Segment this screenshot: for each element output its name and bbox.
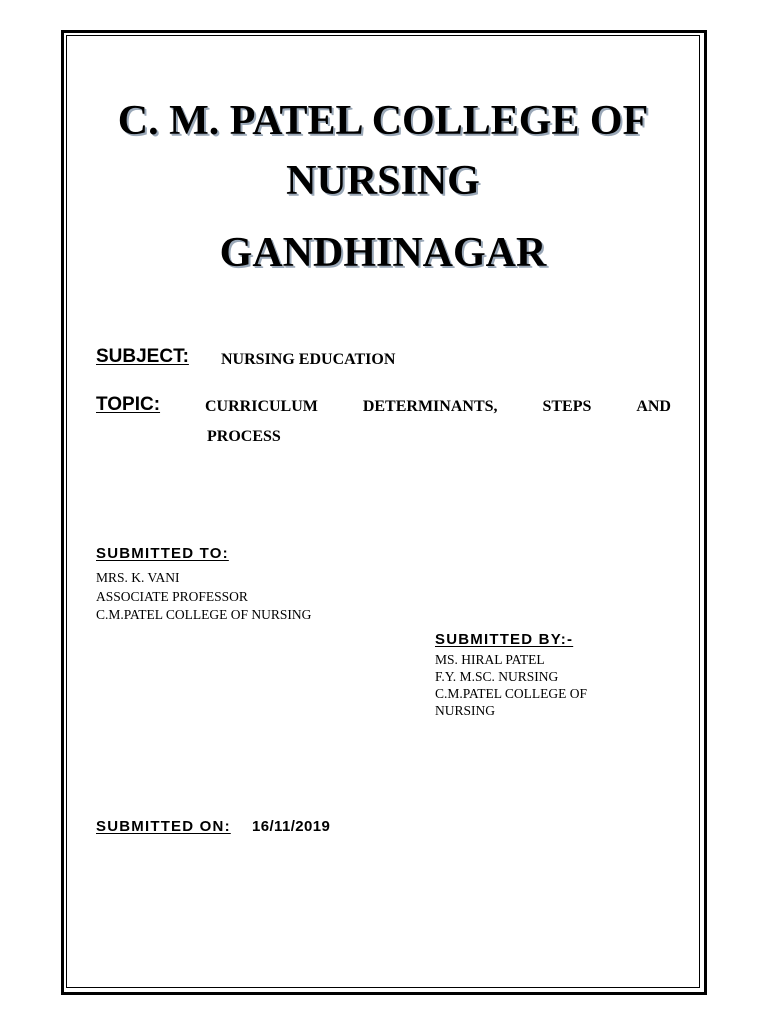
submitted-by-institution-cont: NURSING xyxy=(435,703,496,718)
submitted-to-name: MRS. K. VANI xyxy=(96,570,180,585)
submitted-to-institution: C.M.PATEL COLLEGE OF NURSING xyxy=(96,607,312,622)
topic-word: DETERMINANTS, xyxy=(362,398,498,415)
topic-line-2: PROCESS xyxy=(207,428,281,445)
submitted-by-details xyxy=(435,651,635,719)
college-title-line1: C. M. PATEL COLLEGE OF xyxy=(117,98,649,144)
topic-label: TOPIC: xyxy=(96,394,161,415)
subject-label: SUBJECT: xyxy=(96,346,189,367)
college-location: GANDHINAGAR xyxy=(219,230,547,276)
submitted-to-details xyxy=(96,569,311,625)
submitted-to-designation: ASSOCIATE PROFESSOR xyxy=(96,588,248,604)
topic-word: CURRICULUM xyxy=(205,398,318,415)
submitted-by-institution: C.M.PATEL COLLEGE OF xyxy=(435,686,588,701)
submitted-to-label: SUBMITTED TO: xyxy=(96,545,229,562)
topic-line-1 xyxy=(205,398,671,416)
submitted-on-label: SUBMITTED ON: xyxy=(96,818,231,835)
submitted-by-label: SUBMITTED BY:- xyxy=(435,631,574,648)
topic-word: STEPS xyxy=(542,398,592,415)
submitted-on-date: 16/11/2019 xyxy=(252,818,331,835)
submitted-by-name: MS. HIRAL PATEL xyxy=(435,652,545,667)
topic-word: AND xyxy=(636,398,671,415)
subject-value: NURSING EDUCATION xyxy=(221,351,396,368)
college-title-line2: NURSING xyxy=(286,158,480,204)
submitted-by-course: F.Y. M.SC. NURSING xyxy=(435,669,559,684)
